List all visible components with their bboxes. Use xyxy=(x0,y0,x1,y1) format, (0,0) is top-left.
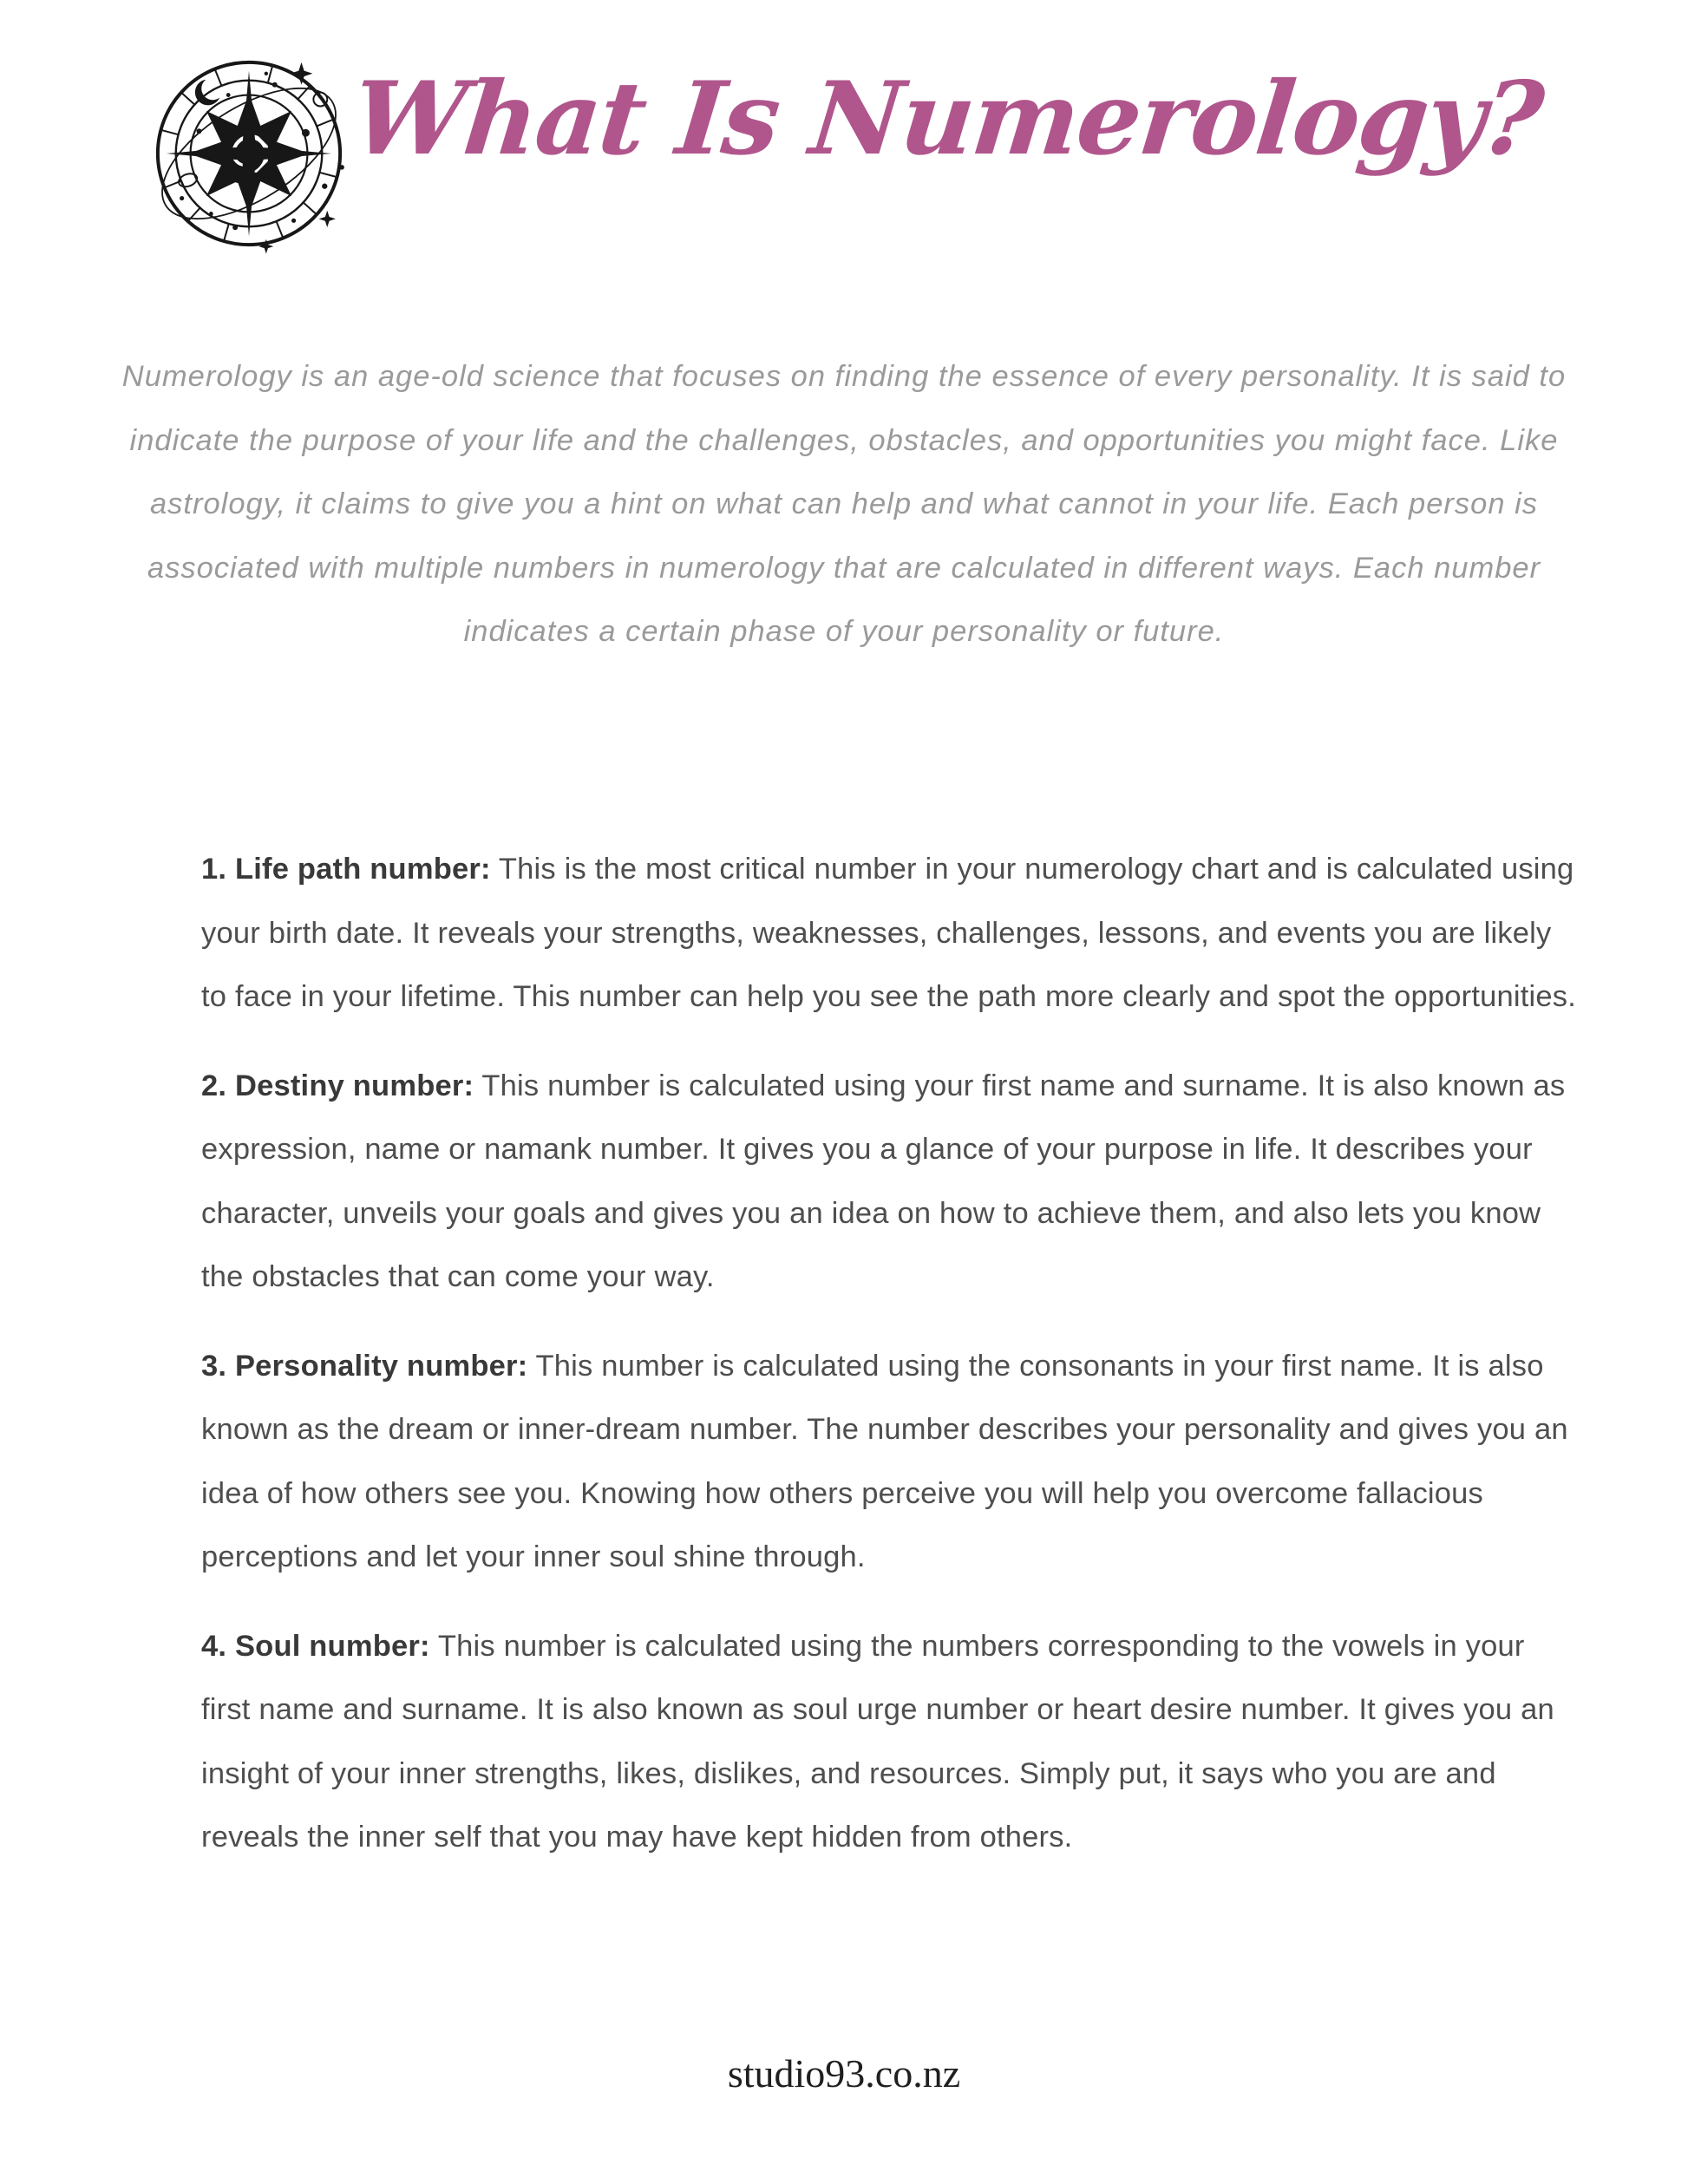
footer-site-url: studio93.co.nz xyxy=(727,2051,961,2096)
intro-paragraph: Numerology is an age-old science that focuses on finding the essence of every personality. It is said to indicate the purpose of your life and the challenges, obstacles, and opportunities you might face. Like astrology, it claims to give you a hint on what can help and what cannot in your life. Each person is associated with multiple numbers in numerology that are calculated in different ways. Each number indicates a certain phase of your personality or future. xyxy=(121,360,1567,648)
section-paragraph-personality xyxy=(201,1335,1579,1590)
section-label: 3. Personality number: xyxy=(201,1349,528,1383)
section-text: This is the most critical number in your numerology chart and is calculated using your birth date. It reveals your strengths, weaknesses, challenges, lessons, and events you are likely to face in your lifetime. This number can help you see the path more clearly and spot the opportunities. xyxy=(201,853,1577,1013)
compass-rose-icon xyxy=(146,45,352,262)
section-text: This number is calculated using the numbers corresponding to the vowels in your first name and surname. It is also known as soul urge number or heart desire number. It gives you an insight of your inner strengths, likes, dislikes, and resources. Simply put, it says who you are and reveals the inner self that you may have kept hidden from others. xyxy=(201,1629,1554,1854)
numerology-sections xyxy=(201,838,1579,1895)
section-paragraph-soul xyxy=(201,1615,1579,1870)
page-header xyxy=(146,45,1547,262)
section-label: 2. Destiny number: xyxy=(201,1069,474,1102)
section-paragraph-life-path xyxy=(201,838,1579,1030)
page-title: What Is Numerology? xyxy=(347,60,1547,178)
section-text: This number is calculated using your first name and surname. It is also known as expression, name or namank number. It gives you a glance of your purpose in life. It describes your character, unveils your goals and gives you an idea on how to achieve them, and also lets you know the obstacles that can come your way. xyxy=(201,1069,1566,1293)
section-text: This number is calculated using the consonants in your first name. It is also known as the dream or inner-dream number. The number describes your personality and gives you an idea of how others see you. Knowing how others perceive you will help you overcome fallacious perceptions and let your inner soul shine through. xyxy=(201,1349,1568,1573)
section-label: 1. Life path number: xyxy=(201,853,491,886)
section-paragraph-destiny xyxy=(201,1055,1579,1310)
section-label: 4. Soul number: xyxy=(201,1629,430,1663)
celestial-compass-logo xyxy=(146,45,352,262)
